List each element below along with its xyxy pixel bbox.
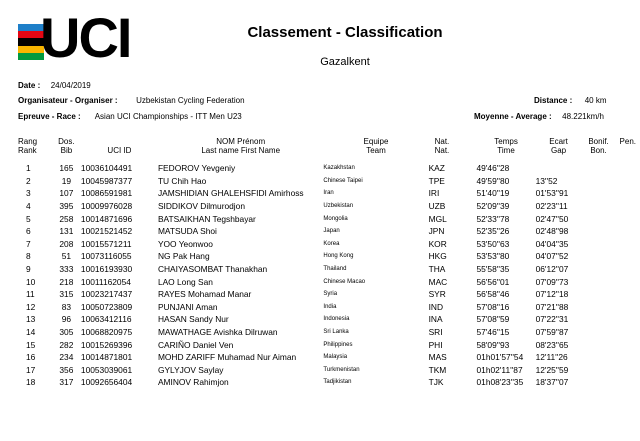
cell-rank: 1 <box>26 163 31 174</box>
results-body <box>18 162 640 389</box>
table-row <box>18 275 640 288</box>
cell-bonif <box>582 175 616 188</box>
table-row <box>18 364 640 377</box>
cell-rank: 6 <box>26 226 31 237</box>
cell-name: MAWATHAGE Avishka Dilruwan <box>157 327 278 338</box>
table-row <box>18 288 640 301</box>
cell-gap: 04'04''35 <box>535 238 569 249</box>
cell-bonif <box>582 364 616 377</box>
date-line <box>18 81 91 90</box>
race-value: Asian UCI Championships - ITT Men U23 <box>94 112 242 121</box>
cell-pen <box>616 200 640 213</box>
cell-time: 52'35''26 <box>476 226 510 237</box>
cell-name: SIDDIKOV Dilmurodjon <box>157 201 245 212</box>
cell-nat: KOR <box>428 238 447 249</box>
cell-uci-id: 10053039061 <box>80 364 133 375</box>
cell-time: 52'33''78 <box>476 213 510 224</box>
cell-bonif <box>582 338 616 351</box>
cell-pen <box>616 263 640 276</box>
cell-pen <box>616 225 640 238</box>
cell-team: Sri Lanka <box>323 329 349 336</box>
cell-bib: 305 <box>59 327 74 338</box>
cell-pen <box>616 376 640 389</box>
cell-name: RAYES Mohamad Manar <box>157 289 252 300</box>
cell-nat: HKG <box>428 251 447 262</box>
cell-bonif <box>582 326 616 339</box>
cell-time: 49'59''80 <box>476 175 510 186</box>
cell-bib: 317 <box>59 377 74 388</box>
cell-bib: 333 <box>59 264 74 275</box>
cell-gap: 07'09''73 <box>535 276 569 287</box>
cell-nat: SRI <box>428 327 443 338</box>
cell-pen <box>616 175 640 188</box>
table-row <box>18 301 640 314</box>
cell-nat: PHI <box>428 339 443 350</box>
cell-pen <box>616 364 640 377</box>
cell-rank: 14 <box>26 327 36 338</box>
cell-team: Chinese Taipei <box>323 177 363 184</box>
cell-bib: 218 <box>59 276 74 287</box>
page-title: Classement - Classification <box>247 24 443 41</box>
cell-team: Tadjikistan <box>323 379 352 386</box>
cell-time: 56'56''01 <box>476 276 510 287</box>
cell-nat: MGL <box>428 213 447 224</box>
table-row <box>18 376 640 389</box>
cell-time: 56'58''46 <box>476 289 510 300</box>
cell-team: Thailand <box>323 266 347 273</box>
cell-time: 57'46''15 <box>476 327 510 338</box>
cell-uci-id: 10086591981 <box>80 188 133 199</box>
col-time: Temps Time <box>494 137 518 155</box>
cell-pen <box>616 250 640 263</box>
table-row <box>18 212 640 225</box>
cell-gap: 08'23''65 <box>535 339 569 350</box>
cell-bonif <box>582 263 616 276</box>
cell-team: Indonesia <box>323 316 350 323</box>
cell-rank: 10 <box>26 276 36 287</box>
cell-nat: IND <box>428 301 444 312</box>
col-team: Equipe Team <box>363 137 389 155</box>
cell-name: MATSUDA Shoi <box>157 226 217 237</box>
cell-name: TU Chih Hao <box>157 175 207 186</box>
cell-rank: 3 <box>26 188 31 199</box>
cell-bonif <box>582 250 616 263</box>
table-row <box>18 263 640 276</box>
cell-bib: 19 <box>61 175 72 186</box>
cell-bonif <box>582 376 616 389</box>
cell-nat: SYR <box>428 289 446 300</box>
cell-gap: 07'59''87 <box>535 327 569 338</box>
cell-time: 01h02'11''87 <box>476 364 523 375</box>
cell-time: 53'50''63 <box>476 238 510 249</box>
cell-uci-id: 10092656404 <box>80 377 133 388</box>
cell-uci-id: 10015571211 <box>80 238 132 249</box>
average-label: Moyenne - Average : <box>474 112 552 121</box>
cell-rank: 4 <box>26 201 31 212</box>
cell-gap: 02'48''98 <box>535 226 569 237</box>
table-row <box>18 187 640 200</box>
cell-gap: 12'25''59 <box>535 364 569 375</box>
col-rank: Rang Rank <box>18 137 38 155</box>
cell-gap: 04'07''52 <box>535 251 569 262</box>
cell-pen <box>616 238 640 251</box>
cell-time: 49'46''28 <box>476 163 510 174</box>
cell-time: 57'08''59 <box>476 314 510 325</box>
cell-name: CARIÑO Daniel Ven <box>157 339 234 350</box>
table-header-row <box>18 137 640 155</box>
cell-name: GYLYJOV Saylay <box>157 364 224 375</box>
cell-team: Syria <box>323 291 338 298</box>
race-line <box>18 112 242 121</box>
distance-label: Distance : <box>534 96 573 105</box>
cell-team: Uzbekistan <box>323 203 354 210</box>
cell-nat: MAS <box>428 352 447 363</box>
cell-bib: 83 <box>61 301 72 312</box>
cell-gap: 01'53''91 <box>535 188 569 199</box>
col-nat: Nat. Nat. <box>434 137 450 155</box>
cell-gap: 07'21''88 <box>535 301 569 312</box>
col-name: NOM Prénom Last name First Name <box>201 137 281 155</box>
cell-gap: 18'37''07 <box>535 377 569 388</box>
cell-uci-id: 10016193930 <box>80 264 133 275</box>
table-row <box>18 326 640 339</box>
cell-rank: 12 <box>26 301 36 312</box>
cell-rank: 11 <box>26 289 35 300</box>
cell-bonif <box>582 275 616 288</box>
cell-team: Turkmenistan <box>323 366 360 373</box>
cell-bib: 315 <box>59 289 74 300</box>
table-row <box>18 351 640 364</box>
location-title: Gazalkent <box>320 56 370 68</box>
cell-bib: 51 <box>61 251 72 262</box>
cell-nat: INA <box>428 314 443 325</box>
cell-pen <box>616 187 640 200</box>
cell-pen <box>616 275 640 288</box>
cell-uci-id: 10011162054 <box>80 276 131 287</box>
col-gap: Ecart Gap <box>549 137 568 155</box>
organiser-line <box>18 96 245 105</box>
cell-bib: 356 <box>59 364 74 375</box>
distance-value: 40 km <box>584 96 607 105</box>
cell-time: 01h01'57''54 <box>476 352 524 363</box>
uci-logo-text: UCI <box>40 6 131 69</box>
distance-line <box>534 96 607 105</box>
cell-rank: 13 <box>26 314 36 325</box>
cell-uci-id: 10068820975 <box>80 327 133 338</box>
cell-name: MOHD ZARIFF Muhamad Nur Aiman <box>157 352 297 363</box>
cell-bib: 282 <box>59 339 74 350</box>
cell-pen <box>616 288 640 301</box>
col-bib: Dos. Bib <box>58 137 75 155</box>
cell-bonif <box>582 351 616 364</box>
cell-team: Korea <box>323 240 340 247</box>
cell-name: HASAN Sandy Nur <box>157 314 229 325</box>
cell-nat: MAC <box>428 276 448 287</box>
cell-team: Kazakhstan <box>323 165 355 172</box>
cell-rank: 18 <box>26 377 36 388</box>
cell-uci-id: 10014871801 <box>80 352 133 363</box>
cell-nat: KAZ <box>428 163 445 174</box>
cell-bonif <box>582 200 616 213</box>
cell-time: 01h08'23''35 <box>476 377 524 388</box>
table-row <box>18 313 640 326</box>
cell-nat: IRI <box>428 188 440 199</box>
organiser-label: Organisateur - Organiser : <box>18 96 118 105</box>
cell-pen <box>616 313 640 326</box>
cell-gap: 12'11''26 <box>535 352 568 363</box>
cell-rank: 9 <box>26 264 31 275</box>
table-row <box>18 200 640 213</box>
cell-bonif <box>582 288 616 301</box>
cell-team: Mongolia <box>323 215 348 222</box>
cell-time: 52'09''39 <box>476 201 510 212</box>
average-value: 48.221km/h <box>562 112 604 121</box>
col-pen: Pen. <box>619 137 636 146</box>
date-label: Date : <box>18 81 41 90</box>
cell-name: CHAIYASOMBAT Thanakhan <box>157 264 268 275</box>
cell-bib: 234 <box>59 352 74 363</box>
average-line <box>474 112 604 121</box>
organiser-value: Uzbekistan Cycling Federation <box>136 96 245 105</box>
cell-uci-id: 10045987377 <box>80 175 133 186</box>
cell-uci-id: 10073116055 <box>80 251 132 262</box>
cell-gap: 13''52 <box>535 175 558 186</box>
cell-uci-id: 10063412116 <box>80 314 132 325</box>
cell-bib: 165 <box>59 163 74 174</box>
col-uci-id: UCI ID <box>107 146 132 155</box>
cell-rank: 8 <box>26 251 31 262</box>
cell-rank: 2 <box>26 175 31 186</box>
cell-nat: UZB <box>428 201 446 212</box>
cell-rank: 16 <box>26 352 36 363</box>
cell-time: 55'58''35 <box>476 264 510 275</box>
cell-gap: 06'12''07 <box>535 264 569 275</box>
cell-pen <box>616 351 640 364</box>
cell-time: 51'40''19 <box>476 188 510 199</box>
cell-gap <box>536 162 582 175</box>
table-row <box>18 250 640 263</box>
table-row <box>18 238 640 251</box>
cell-pen <box>616 338 640 351</box>
cell-name: YOO Yeonwoo <box>157 238 213 249</box>
cell-bib: 395 <box>59 201 74 212</box>
cell-nat: TPE <box>428 175 445 186</box>
cell-gap: 07'22''31 <box>535 314 569 325</box>
cell-bonif <box>582 212 616 225</box>
cell-bib: 131 <box>59 226 74 237</box>
col-bonif: Bonif. Bon. <box>588 137 609 155</box>
cell-bonif <box>582 301 616 314</box>
cell-gap: 02'47''50 <box>535 213 569 224</box>
cell-bib: 258 <box>59 213 74 224</box>
cell-uci-id: 10015269396 <box>80 339 133 350</box>
cell-pen <box>616 301 640 314</box>
race-label: Epreuve - Race : <box>18 112 81 121</box>
cell-name: LAO Long San <box>157 276 213 287</box>
cell-time: 57'08''16 <box>476 301 510 312</box>
results-table <box>18 137 640 389</box>
cell-pen <box>616 212 640 225</box>
cell-team: Philippines <box>323 341 353 348</box>
cell-gap: 02'23''11 <box>535 201 568 212</box>
cell-rank: 15 <box>26 339 36 350</box>
cell-nat: JPN <box>428 226 445 237</box>
date-value: 24/04/2019 <box>50 81 91 90</box>
cell-pen <box>616 326 640 339</box>
cell-time: 58'09''93 <box>476 339 510 350</box>
cell-pen <box>616 162 640 175</box>
cell-uci-id: 10014871696 <box>80 213 133 224</box>
cell-rank: 17 <box>26 364 36 375</box>
table-row <box>18 225 640 238</box>
table-row <box>18 338 640 351</box>
cell-name: NG Pak Hang <box>157 251 210 262</box>
cell-bib: 96 <box>61 314 72 325</box>
cell-uci-id: 10036104491 <box>80 163 133 174</box>
cell-bib: 107 <box>59 188 74 199</box>
cell-bib: 208 <box>59 238 74 249</box>
cell-team: Malaysia <box>323 354 348 361</box>
table-row <box>18 162 640 175</box>
cell-uci-id: 10009976028 <box>80 201 133 212</box>
cell-uci-id: 10023217437 <box>80 289 133 300</box>
cell-bonif <box>582 187 616 200</box>
cell-rank: 7 <box>26 238 31 249</box>
cell-team: Hong Kong <box>323 253 354 260</box>
cell-bonif <box>582 225 616 238</box>
cell-time: 53'53''80 <box>476 251 510 262</box>
cell-name: AMINOV Rahimjon <box>157 377 229 388</box>
cell-uci-id: 10050723809 <box>80 301 133 312</box>
cell-team: India <box>323 303 337 310</box>
cell-bonif <box>582 238 616 251</box>
cell-name: PUNJANI Aman <box>157 301 218 312</box>
cell-uci-id: 10021521452 <box>80 226 133 237</box>
cell-name: JAMSHIDIAN GHALEHSFIDI Amirhoss <box>157 188 304 199</box>
cell-name: FEDOROV Yevgeniy <box>157 163 236 174</box>
cell-nat: THA <box>428 264 446 275</box>
cell-team: Iran <box>323 190 334 197</box>
cell-nat: TJK <box>428 377 444 388</box>
table-row <box>18 175 640 188</box>
cell-rank: 5 <box>26 213 31 224</box>
cell-team: Chinese Macao <box>323 278 366 285</box>
cell-bonif <box>582 313 616 326</box>
cell-bonif <box>582 162 616 175</box>
cell-gap: 07'12''18 <box>535 289 569 300</box>
cell-nat: TKM <box>428 364 447 375</box>
cell-name: BATSAIKHAN Tegshbayar <box>157 213 256 224</box>
cell-team: Japan <box>323 228 340 235</box>
